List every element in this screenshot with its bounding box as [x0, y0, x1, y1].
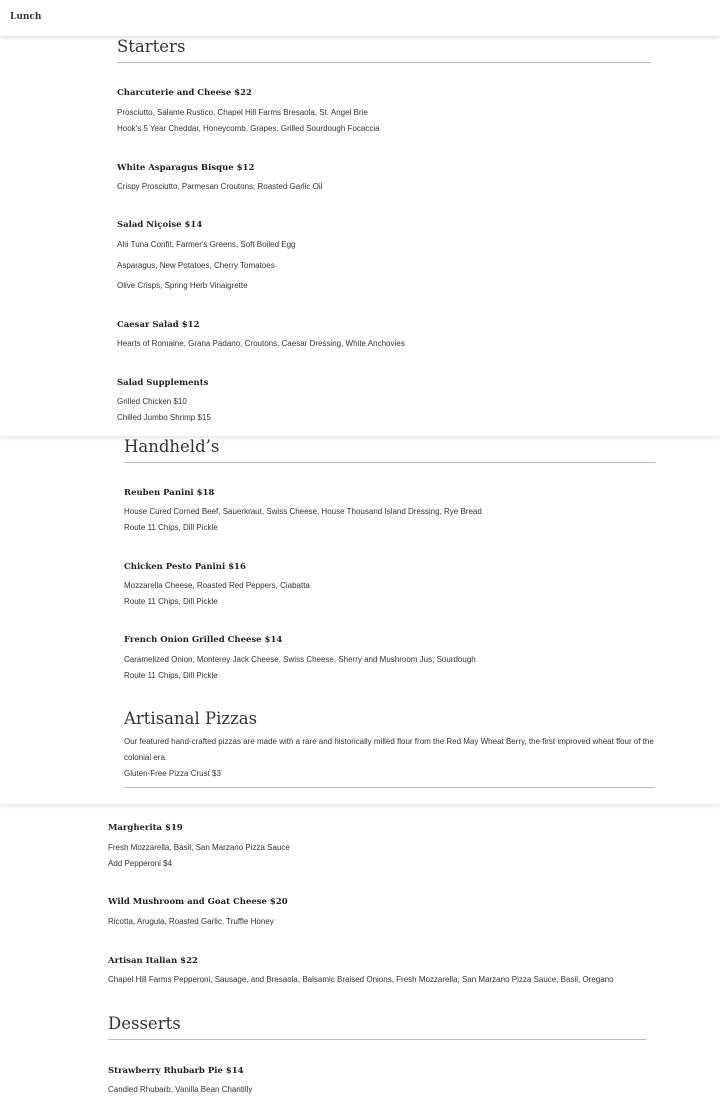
item-description: Asparagus, New Potatoes, Cherry Tomatoes — [117, 261, 275, 270]
item-description: Caramelized Onion, Monterey Jack Cheese, Swiss Cheese, Sherry and Mushroom Jus, Sourdough — [124, 655, 476, 664]
starters-panel — [0, 36, 720, 436]
section-divider — [124, 462, 655, 463]
item-description: Grilled Chicken $10 — [117, 397, 187, 406]
item-description: Add Pepperoni $4 — [108, 859, 173, 868]
item-description: Hearts of Romaine, Grana Padano, Croutons, Caesar Dressing, White Anchovies — [117, 339, 405, 348]
item-description: Route 11 Chips, Dill Pickle — [124, 671, 218, 680]
item-description: Chilled Jumbo Shrimp $15 — [117, 413, 211, 422]
section-title-handhelds: Handheld’s — [124, 437, 220, 456]
item-description: Crispy Prosciutto, Parmesan Croutons, Roasted Garlic Oil — [117, 182, 323, 191]
section-title-starters: Starters — [117, 37, 186, 56]
item-description: Olive Crisps, Spring Herb Vinaigrette — [117, 281, 248, 290]
item-description: Hook's 5 Year Cheddar, Honeycomb, Grapes, Grilled Sourdough Focaccia — [117, 124, 380, 133]
section-divider — [108, 1039, 646, 1040]
item-description: Chapel Hill Farms Pepperoni, Sausage, and Bresaola, Balsamic Braised Onions, Fresh Mozzarella, San Marzano Pizza Sauce, Basil, Oregano — [108, 975, 614, 984]
pizzas-intro: Our featured hand-crafted pizzas are made with a rare and historically milled flour from the Red May Wheat Berry, the first improved wheat flour of the colonial era. — [124, 737, 654, 762]
item-description: Ahi Tuna Confit, Farmer's Greens, Soft Boiled Egg — [117, 240, 296, 249]
item-description: Ricotta, Arugula, Roasted Garlic, Truffle Honey — [108, 917, 274, 926]
item-name: Wild Mushroom and Goat Cheese $20 — [108, 897, 288, 907]
handhelds-panel — [0, 436, 720, 804]
item-name: Charcuterie and Cheese $22 — [117, 88, 252, 98]
section-divider — [117, 62, 651, 63]
item-description: Mozzarella Cheese, Roasted Red Peppers, Ciabatta — [124, 581, 310, 590]
section-title-desserts: Desserts — [108, 1014, 181, 1033]
pizzas-note: Gluten-Free Pizza Crust $3 — [124, 769, 221, 778]
item-name: Strawberry Rhubarb Pie $14 — [108, 1066, 244, 1076]
item-description: Prosciutto, Salame Rustico, Chapel Hill Farms Bresaola, St. Angel Brie — [117, 108, 368, 117]
item-description: House Cured Corned Beef, Sauerkraut, Swiss Cheese, House Thousand Island Dressing, Rye Bread — [124, 507, 482, 516]
item-name: Artisan Italian $22 — [108, 956, 198, 966]
section-divider — [124, 787, 655, 788]
item-description: Fresh Mozzarella, Basil, San Marzano Pizza Sauce — [108, 843, 290, 852]
item-description: Candied Rhubarb, Vanilla Bean Chantilly — [108, 1085, 253, 1094]
item-name: Margherita $19 — [108, 823, 183, 833]
item-name: Chicken Pesto Panini $16 — [124, 562, 246, 572]
item-description: Route 11 Chips, Dill Pickle — [124, 597, 218, 606]
item-description: Route 11 Chips, Dill Pickle — [124, 523, 218, 532]
pizzas-panel — [0, 804, 720, 1109]
item-name: White Asparagus Bisque $12 — [117, 163, 255, 173]
top-bar — [0, 0, 720, 36]
item-name: French Onion Grilled Cheese $14 — [124, 635, 283, 645]
item-name: Caesar Salad $12 — [117, 320, 200, 330]
item-name: Salad Niçoise $14 — [117, 220, 203, 230]
section-title-pizzas: Artisanal Pizzas — [124, 709, 258, 728]
item-name: Reuben Panini $18 — [124, 488, 215, 498]
tab-lunch[interactable]: Lunch — [10, 12, 42, 22]
item-name: Salad Supplements — [117, 378, 209, 388]
